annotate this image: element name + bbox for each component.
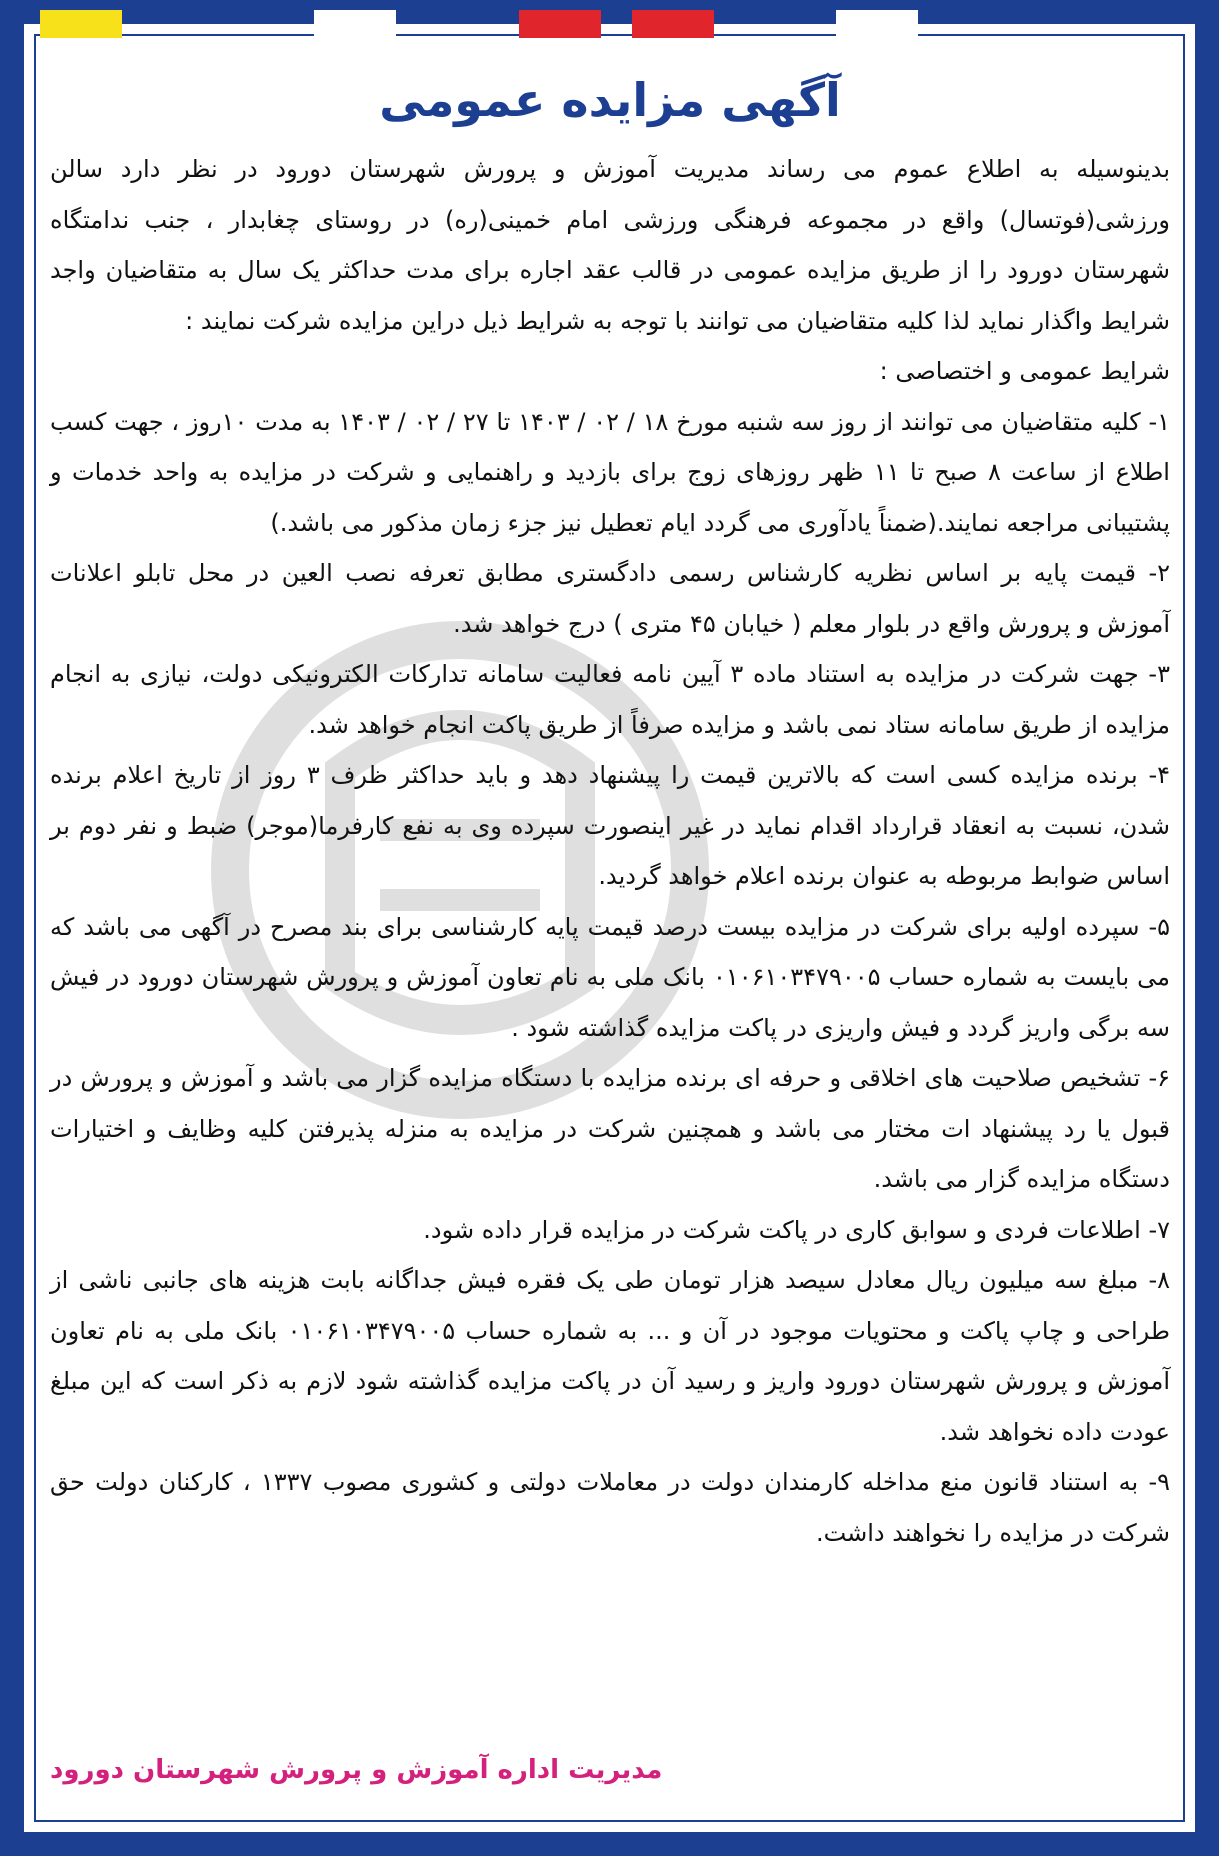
- top-strip-red: [519, 10, 601, 38]
- top-strip-white: [836, 10, 918, 38]
- condition-item-1: ۱- کلیه متقاضیان می توانند از روز سه شنبه مورخ ۱۸ / ۰۲ / ۱۴۰۳ تا ۲۷ / ۰۲ / ۱۴۰۳ به مدت ۱۰روز ، جهت کسب اطلاع از ساعت ۸ صبح تا ۱۱ ظهر روزهای زوج برای بازدید و راهنمایی و شرکت در مزایده به واحد خدمات و پشتیبانی مراجعه نمایند.(ضمناً یادآوری می گردد ایام تعطیل نیز جزء زمان مذکور می باشد.): [50, 407, 1171, 537]
- signature: مدیریت اداره آموزش و پرورش شهرستان دورود: [50, 1755, 663, 1785]
- condition-item-8: ۸- مبلغ سه میلیون ریال معادل سیصد هزار تومان طی یک فقره فیش جداگانه بابت هزینه های جانبی ناشی از طراحی و چاپ پاکت و محتویات موجود در آن و ... به شماره حساب ۰۱۰۶۱۰۳۴۷۹۰۰۵ بانک ملی به نام تعاون آموزش و پرورش شهرستان دورود واریز و رسید آن در پاکت مزایده گذاشته شود لازم به ذکر است که این مبلغ عودت داده نخواهد شد.: [50, 1266, 1170, 1446]
- top-strip-yellow: [40, 10, 122, 38]
- page-title: آگهی مزایده عمومی: [379, 73, 841, 127]
- top-strip-white: [314, 10, 396, 38]
- condition-item-2: ۲- قیمت پایه بر اساس نظریه کارشناس رسمی دادگستری مطابق تعرفه نصب العین در محل تابلو اعلانات آموزش و پرورش واقع در بلوار معلم ( خیابان ۴۵ متری ) درج خواهد شد.: [50, 559, 1170, 638]
- condition-item-5: ۵- سپرده اولیه برای شرکت در مزایده بیست درصد قیمت پایه کارشناسی برای بند مصرح در آگهی می باشد که می بایست به شماره حساب ۰۱۰۶۱۰۳۴۷۹۰۰۵ بانک ملی به نام تعاون آموزش و پرورش شهرستان دورود در فیش سه برگی واریز گردد و فیش واریزی در پاکت مزایده گذاشته شود .: [50, 912, 1171, 1042]
- intro-paragraph: بدینوسیله به اطلاع عموم می رساند مدیریت آموزش و پرورش شهرستان دورود در نظر دارد سالن ورزشی(فوتسال) واقع در مجموعه فرهنگی ورزشی امام خمینی(ره) در روستای چغابدار ، جنب ندامتگاه شهرستان دورود را از طریق مزایده عمومی در قالب عقد اجاره برای مدت حداکثر یک سال به متقاضیان واجد شرایط واگذار نماید لذا کلیه متقاضیان می توانند با توجه به شرایط ذیل دراین مزایده شرکت نمایند :: [50, 155, 1170, 335]
- conditions-heading: شرایط عمومی و اختصاصی :: [879, 357, 1170, 385]
- condition-item-9: ۹- به استناد قانون منع مداخله کارمندان دولت در معاملات دولتی و کشوری مصوب ۱۳۳۷ ، کارکنان دولت حق شرکت در مزایده را نخواهند داشت.: [50, 1468, 1171, 1547]
- condition-item-4: ۴- برنده مزایده کسی است که بالاترین قیمت را پیشنهاد دهد و باید حداکثر ظرف ۳ روز از تاریخ اعلام برنده شدن، نسبت به انعقاد قرارداد اقدام نماید در غیر اینصورت سپرده وی به نفع کارفرما(موجر) ضبط و نفر دوم بر اساس ضوابط مربوطه به عنوان برنده اعلام خواهد گردید.: [50, 761, 1170, 890]
- notice-body: [50, 62, 1170, 1558]
- condition-item-6: ۶- تشخیص صلاحیت های اخلاقی و حرفه ای برنده مزایده با دستگاه مزایده گزار می باشد و آموزش و پرورش در قبول یا رد پیشنهاد ات مختار می باشد و همچنین شرکت در مزایده به منزله پذیرفتن کلیه وظایف و اختیارات دستگاه مزایده گزار می باشد.: [50, 1064, 1170, 1193]
- condition-item-7: ۷- اطلاعات فردی و سوابق کاری در پاکت شرکت در مزایده قرار داده شود.: [423, 1215, 1170, 1244]
- top-strip-red: [632, 10, 714, 38]
- condition-item-3: ۳- جهت شرکت در مزایده به استناد ماده ۳ آیین نامه فعالیت سامانه تدارکات الکترونیکی دولت، نیازی به انجام مزایده از طریق سامانه ستاد نمی باشد و مزایده صرفاً از طریق پاکت انجام خواهد شد.: [50, 660, 1170, 739]
